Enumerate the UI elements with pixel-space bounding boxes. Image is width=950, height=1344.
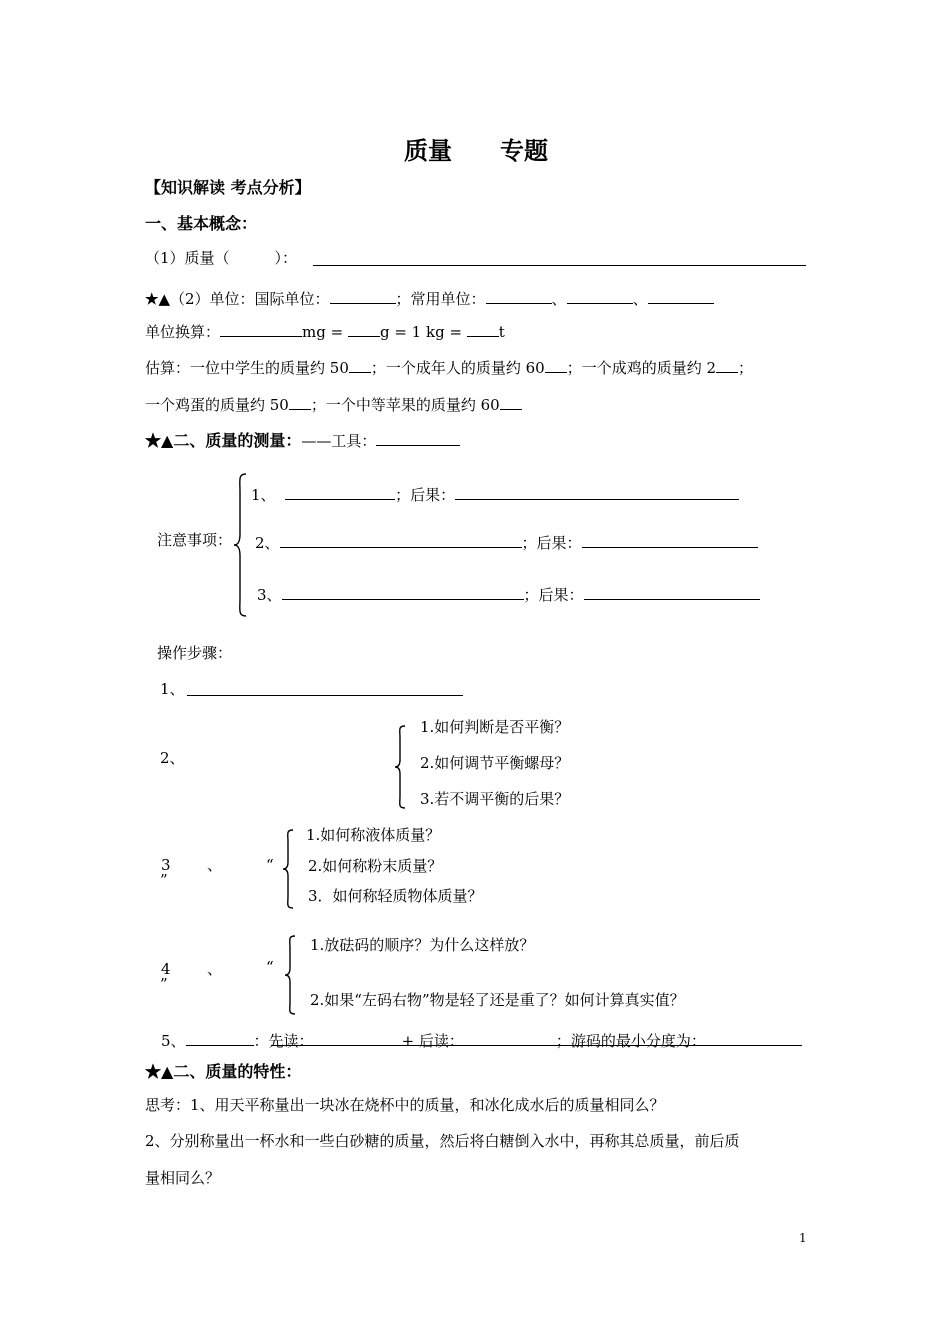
si-unit-blank[interactable] xyxy=(330,289,396,304)
step-3-brace-icon xyxy=(281,828,295,910)
step-1-num: 1、 xyxy=(160,680,185,698)
step-4-sep: 、 xyxy=(207,960,223,978)
section-3-heading: 二、质量的特性： xyxy=(173,1062,302,1081)
est-blank-3[interactable] xyxy=(716,358,738,373)
conversion-blank-3[interactable] xyxy=(467,322,499,337)
note-2-num: 2、 xyxy=(255,534,280,552)
step-3-quote-open: “ xyxy=(266,856,274,874)
page-title: 质量 专题 xyxy=(404,136,548,165)
step-3-quote-close: ” xyxy=(160,871,168,889)
note-3 xyxy=(257,585,760,603)
step-4-quote-close: ” xyxy=(160,975,168,993)
step-4-num: 4 xyxy=(161,960,171,978)
step-3-question-1: 1.如何称液体质量？ xyxy=(306,826,441,844)
sep-2: 、 xyxy=(632,290,648,308)
est-blank-5[interactable] xyxy=(500,395,522,410)
step-5-underline xyxy=(271,1045,802,1046)
estimation-line-2 xyxy=(145,395,522,413)
conv-g: g = 1 kg = xyxy=(379,323,463,341)
section-1-heading: 一、基本概念： xyxy=(145,214,258,233)
step-3-num: 3 xyxy=(161,856,171,874)
note-2-result-label: ；后果： xyxy=(521,534,582,552)
note-1-result-label: ；后果： xyxy=(395,486,456,504)
step-5-blank-3[interactable] xyxy=(464,1031,556,1046)
step-5-num: 5、 xyxy=(161,1032,186,1050)
conversion-label: 单位换算： xyxy=(145,323,221,341)
step-3-sep: 、 xyxy=(207,856,223,874)
est-blank-2[interactable] xyxy=(545,358,567,373)
conversion-blank-2[interactable] xyxy=(348,322,380,337)
think-1: 思考：1、用天平称量出一块冰在烧杯中的质量，和冰化成水后的质量相同么？ xyxy=(145,1096,665,1114)
step-2-question-1: 1.如何判断是否平衡？ xyxy=(420,718,570,736)
step-2-question-3: 3.若不调平衡的后果？ xyxy=(420,790,570,808)
note-1-num: 1、 xyxy=(251,486,276,504)
sep-1: 、 xyxy=(551,290,567,308)
step-5-then-read: + 后读： xyxy=(401,1032,464,1050)
think-2: 2、分别称量出一杯水和一些白砂糖的质量，然后将白糖倒入水中，再称其总质量，前后质 xyxy=(145,1132,740,1150)
step-1-blank[interactable] xyxy=(187,695,463,696)
note-1 xyxy=(251,485,739,503)
step-5-blank-1[interactable] xyxy=(186,1031,254,1046)
est-chicken: ；一个成鸡的质量约 2 xyxy=(566,359,717,377)
step-5-first-read: ：先读： xyxy=(253,1032,314,1050)
notes-label: 注意事项： xyxy=(157,531,233,549)
note-3-result-blank[interactable] xyxy=(584,585,760,600)
step-2-num: 2、 xyxy=(160,749,185,767)
tool-label: ——工具： xyxy=(301,432,377,450)
notes-brace-icon xyxy=(232,472,248,618)
step-4-question-2: 2.如果“左码右物”物是轻了还是重了？如何计算真实值？ xyxy=(310,991,685,1009)
step-2-question-2: 2.如何调节平衡螺母？ xyxy=(420,754,570,772)
section-3-heading-line xyxy=(145,1064,301,1080)
star-triangle-icon: ★▲ xyxy=(145,431,174,450)
est-blank-4[interactable] xyxy=(289,395,311,410)
common-units-label: ；常用单位： xyxy=(395,290,486,308)
note-3-num: 3、 xyxy=(257,586,282,604)
section-2-heading-line xyxy=(145,431,460,449)
star-triangle-icon: ★▲ xyxy=(145,1062,174,1081)
note-3-blank[interactable] xyxy=(282,585,524,600)
note-3-result-label: ；后果： xyxy=(523,586,584,604)
step-3-question-3: 3．如何称轻质物体质量？ xyxy=(308,887,483,905)
page-number: 1 xyxy=(799,1231,807,1245)
unit-label: （2）单位：国际单位： xyxy=(169,290,330,308)
note-1-result-blank[interactable] xyxy=(455,485,739,500)
step-4-quote-open: “ xyxy=(266,958,274,976)
tool-blank[interactable] xyxy=(376,431,460,446)
common-unit-blank-1[interactable] xyxy=(486,289,552,304)
steps-label: 操作步骤： xyxy=(157,644,233,662)
step-4-brace-icon xyxy=(283,934,297,1016)
note-2 xyxy=(255,533,758,551)
think-3: 量相同么？ xyxy=(145,1169,221,1187)
step-5-blank-4[interactable] xyxy=(706,1031,798,1046)
est-apple: ；一个中等苹果的质量约 60 xyxy=(310,396,500,414)
est-student: 估算：一位中学生的质量约 50 xyxy=(145,359,349,377)
est-egg: 一个鸡蛋的质量约 50 xyxy=(145,396,289,414)
mass-definition-blank[interactable] xyxy=(313,265,806,266)
section-header: 【知识解读 考点分析】 xyxy=(145,178,311,197)
conv-t: t xyxy=(498,323,505,341)
estimation-line-1 xyxy=(145,358,753,376)
section-2-heading: 二、质量的测量： xyxy=(173,431,302,450)
star-triangle-icon: ★▲ xyxy=(145,290,170,308)
note-2-result-blank[interactable] xyxy=(582,533,758,548)
conversion-blank-1[interactable] xyxy=(220,322,302,337)
step-2-brace-icon xyxy=(393,724,407,810)
common-unit-blank-2[interactable] xyxy=(567,289,633,304)
mass-definition-label: （1）质量（ ）： xyxy=(145,249,298,267)
est-end: ； xyxy=(738,359,754,377)
common-unit-blank-3[interactable] xyxy=(648,289,714,304)
conv-mg: mg = xyxy=(302,323,344,341)
unit-conversion-line xyxy=(145,322,505,340)
note-1-blank[interactable] xyxy=(285,485,395,500)
step-5-min-division: ；游码的最小分度为： xyxy=(555,1032,706,1050)
step-3-question-2: 2.如何称粉末质量？ xyxy=(308,857,443,875)
est-adult: ；一个成年人的质量约 60 xyxy=(370,359,545,377)
note-2-blank[interactable] xyxy=(280,533,522,548)
step-4-question-1: 1.放砝码的顺序？为什么这样放？ xyxy=(310,936,535,954)
step-5-blank-2[interactable] xyxy=(314,1031,402,1046)
est-blank-1[interactable] xyxy=(349,358,371,373)
step-5 xyxy=(161,1031,798,1049)
unit-line xyxy=(145,289,714,307)
